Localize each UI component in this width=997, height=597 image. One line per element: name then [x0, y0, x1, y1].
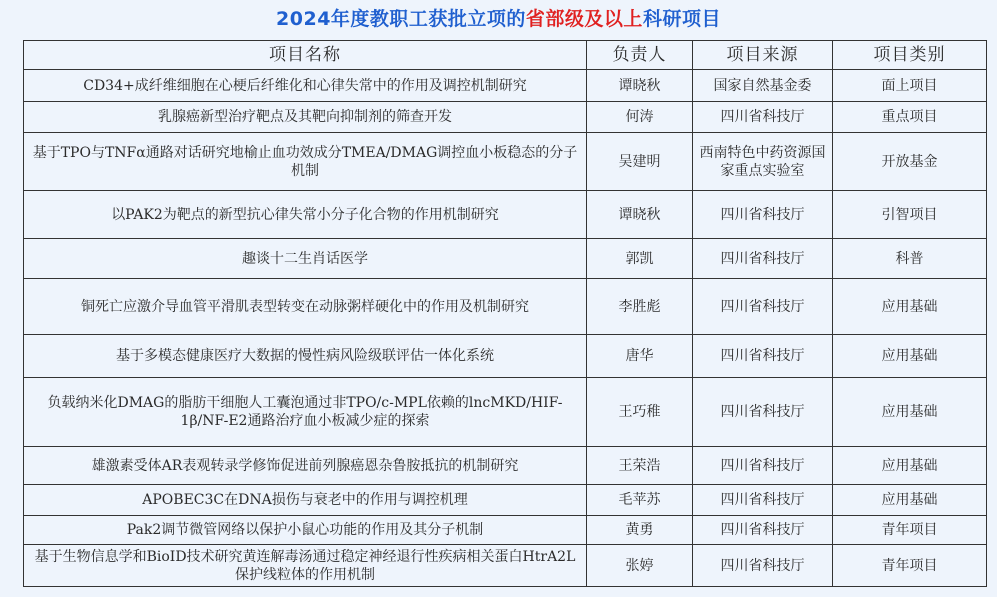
cell-leader: 王荣浩 — [587, 447, 693, 485]
cell-project-name: 负载纳米化DMAG的脂肪干细胞人工囊泡通过非TPO/c-MPL依赖的lncMKD/HIF-1β/NF-E2通路治疗血小板减少症的探索 — [24, 378, 587, 447]
cell-leader: 黄勇 — [587, 516, 693, 545]
cell-source: 四川省科技厅 — [693, 279, 833, 335]
table-header-row — [24, 41, 987, 70]
cell-category: 应用基础 — [833, 485, 987, 516]
header-leader: 负责人 — [587, 41, 693, 70]
cell-project-name: 以PAK2为靶点的新型抗心律失常小分子化合物的作用机制研究 — [24, 191, 587, 239]
cell-source: 西南特色中药资源国家重点实验室 — [693, 133, 833, 191]
table-row — [24, 133, 987, 191]
cell-project-name: 铜死亡应激介导血管平滑肌表型转变在动脉粥样硬化中的作用及机制研究 — [24, 279, 587, 335]
cell-source: 四川省科技厅 — [693, 485, 833, 516]
cell-category: 引智项目 — [833, 191, 987, 239]
cell-leader: 唐华 — [587, 335, 693, 378]
title-part-2: 省部级及以上 — [525, 8, 643, 30]
table-row — [24, 516, 987, 545]
cell-project-name: 趣谈十二生肖话医学 — [24, 239, 587, 279]
cell-project-name: 雄激素受体AR表观转录学修饰促进前列腺癌恩杂鲁胺抵抗的机制研究 — [24, 447, 587, 485]
cell-leader: 王巧稚 — [587, 378, 693, 447]
table-row — [24, 335, 987, 378]
cell-source: 四川省科技厅 — [693, 239, 833, 279]
cell-project-name: 基于多模态健康医疗大数据的慢性病风险级联评估一体化系统 — [24, 335, 587, 378]
cell-source: 四川省科技厅 — [693, 378, 833, 447]
cell-source: 四川省科技厅 — [693, 545, 833, 587]
cell-project-name: CD34+成纤维细胞在心梗后纤维化和心律失常中的作用及调控机制研究 — [24, 70, 587, 102]
cell-source: 国家自然基金委 — [693, 70, 833, 102]
cell-category: 青年项目 — [833, 545, 987, 587]
cell-category: 科普 — [833, 239, 987, 279]
cell-source: 四川省科技厅 — [693, 102, 833, 133]
cell-category: 开放基金 — [833, 133, 987, 191]
cell-leader: 郭凯 — [587, 239, 693, 279]
header-project-name: 项目名称 — [24, 41, 587, 70]
title-part-1: 2024年度教职工获批立项的 — [276, 8, 526, 30]
cell-category: 应用基础 — [833, 378, 987, 447]
header-category: 项目类别 — [833, 41, 987, 70]
table-row — [24, 545, 987, 587]
projects-table — [23, 40, 987, 587]
cell-leader: 谭晓秋 — [587, 191, 693, 239]
table-row — [24, 191, 987, 239]
cell-category: 重点项目 — [833, 102, 987, 133]
table-row — [24, 102, 987, 133]
table-row — [24, 447, 987, 485]
table-row — [24, 378, 987, 447]
table-row — [24, 485, 987, 516]
title-part-3: 科研项目 — [642, 8, 721, 30]
table-row — [24, 70, 987, 102]
cell-category: 应用基础 — [833, 279, 987, 335]
cell-leader: 张婷 — [587, 545, 693, 587]
header-source: 项目来源 — [693, 41, 833, 70]
table-row — [24, 279, 987, 335]
cell-source: 四川省科技厅 — [693, 516, 833, 545]
cell-source: 四川省科技厅 — [693, 191, 833, 239]
cell-leader: 毛苹苏 — [587, 485, 693, 516]
cell-project-name: APOBEC3C在DNA损伤与衰老中的作用与调控机理 — [24, 485, 587, 516]
cell-leader: 何涛 — [587, 102, 693, 133]
cell-source: 四川省科技厅 — [693, 447, 833, 485]
cell-leader: 吴建明 — [587, 133, 693, 191]
cell-leader: 李胜彪 — [587, 279, 693, 335]
cell-category: 青年项目 — [833, 516, 987, 545]
cell-project-name: 基于生物信息学和BioID技术研究黄连解毒汤通过稳定神经退行性疾病相关蛋白HtrA2L保护线粒体的作用机制 — [24, 545, 587, 587]
cell-category: 应用基础 — [833, 447, 987, 485]
cell-leader: 谭晓秋 — [587, 70, 693, 102]
cell-category: 面上项目 — [833, 70, 987, 102]
cell-project-name: 乳腺癌新型治疗靶点及其靶向抑制剂的筛查开发 — [24, 102, 587, 133]
cell-project-name: Pak2调节微管网络以保护小鼠心功能的作用及其分子机制 — [24, 516, 587, 545]
cell-category: 应用基础 — [833, 335, 987, 378]
cell-source: 四川省科技厅 — [693, 335, 833, 378]
cell-project-name: 基于TPO与TNFα通路对话研究地榆止血功效成分TMEA/DMAG调控血小板稳态的分子机制 — [24, 133, 587, 191]
table-row — [24, 239, 987, 279]
page-title — [0, 4, 997, 34]
